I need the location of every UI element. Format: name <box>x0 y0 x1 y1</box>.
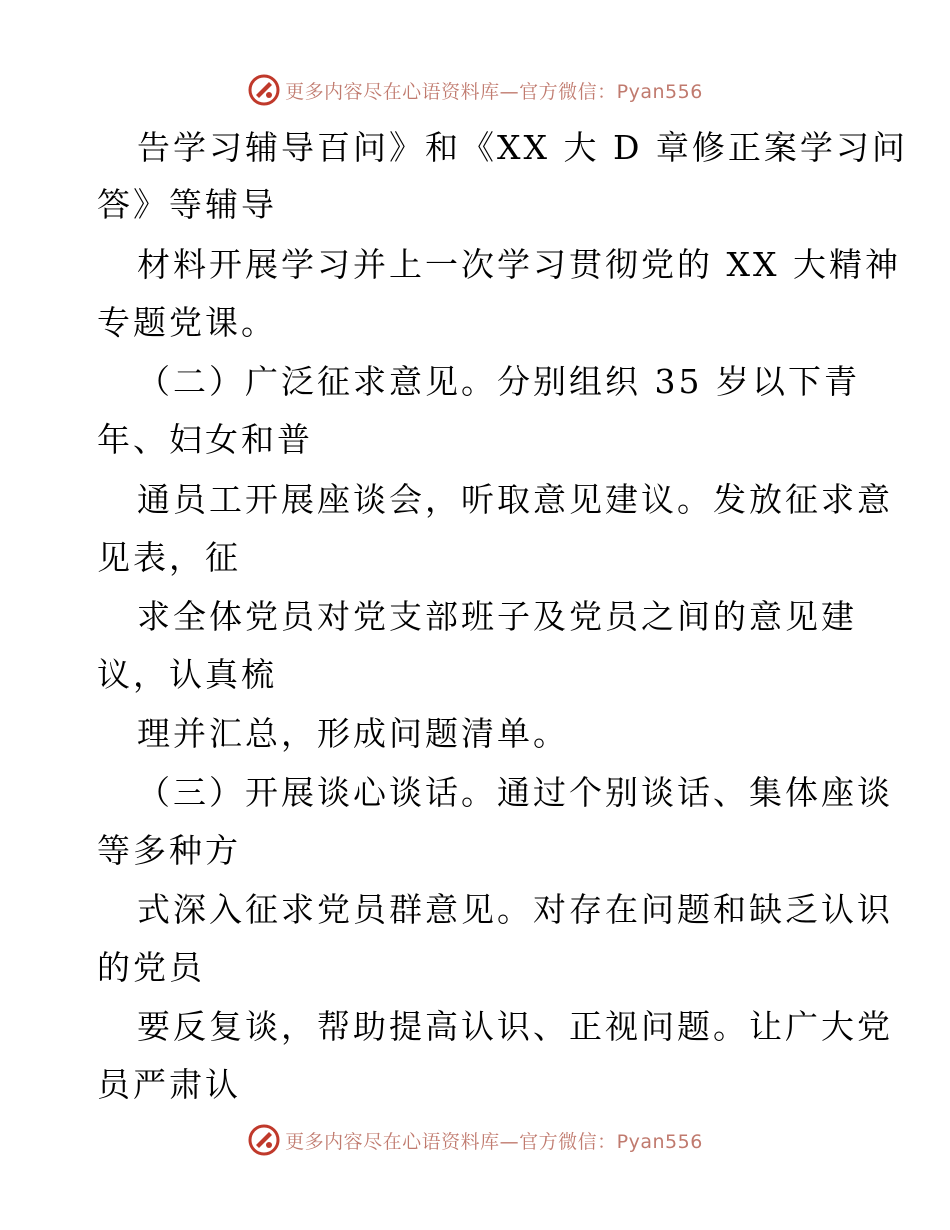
text-line: （二）广泛征求意见。分别组织 35 岁以下青 <box>137 362 860 401</box>
text-line: 见表，征 <box>97 538 241 577</box>
text-line: 的党员 <box>97 948 205 987</box>
text-line: 通员工开展座谈会，听取意见建议。发放征求意 <box>137 480 893 519</box>
text-line: 求全体党员对党支部班子及党员之间的意见建 <box>137 597 857 636</box>
text-line: 员严肃认 <box>97 1065 241 1104</box>
text-line: 专题党课。 <box>97 303 277 342</box>
header-banner <box>0 70 950 110</box>
text-line: 材料开展学习并上一次学习贯彻党的 XX 大精神 <box>137 245 901 284</box>
text-line: 告学习辅导百问》和《XX 大 D 章修正案学习问 <box>137 128 908 167</box>
red-seal-logo-icon <box>247 1123 281 1157</box>
text-line: 答》等辅导 <box>97 185 277 224</box>
text-line: 理并汇总，形成问题清单。 <box>137 714 569 753</box>
red-seal-logo-icon <box>247 73 281 107</box>
text-line: 要反复谈，帮助提高认识、正视问题。让广大党 <box>137 1007 893 1046</box>
footer-banner <box>0 1120 950 1160</box>
text-line: （三）开展谈心谈话。通过个别谈话、集体座谈 <box>137 773 893 812</box>
text-line: 式深入征求党员群意见。对存在问题和缺乏认识 <box>137 890 893 929</box>
text-line: 年、妇女和普 <box>97 420 313 459</box>
footer-text: 更多内容尽在心语资料库—官方微信：Pyan556 <box>285 1130 703 1153</box>
header-text: 更多内容尽在心语资料库—官方微信：Pyan556 <box>285 80 703 103</box>
text-line: 议，认真梳 <box>97 655 277 694</box>
text-line: 等多种方 <box>97 831 241 870</box>
